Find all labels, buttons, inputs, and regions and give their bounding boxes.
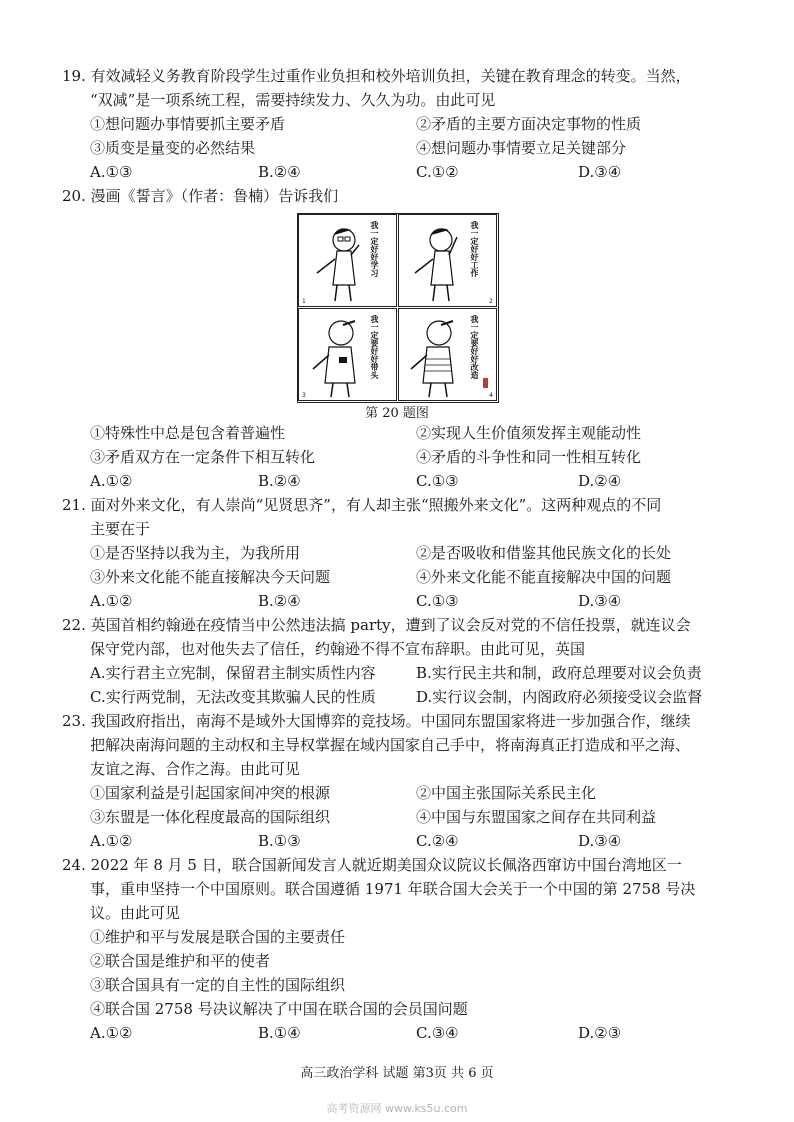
comic-panel-1-number: 1 [302, 298, 306, 305]
q23-option-4: ④中国与东盟国家之间存在共同利益 [416, 808, 657, 826]
q20-choice-c: C.①③ [416, 472, 459, 490]
q19-choice-a: A.①③ [90, 163, 133, 181]
comic-panel-2-number: 2 [489, 298, 493, 305]
q21-option-1: ①是否坚持以我为主，为我所用 [90, 544, 301, 562]
comic-panel-1-text: 我一定好好学习 [370, 221, 379, 277]
comic-panel-3-text: 我一定要好好带头 [370, 315, 379, 379]
q20-choice-a: A.①② [90, 472, 133, 490]
q21-option-2: ②是否吸收和借鉴其他民族文化的长处 [416, 544, 672, 562]
q19-option-4: ④想问题办事情要立足关键部分 [416, 139, 627, 157]
q24-option-2: ②联合国是维护和平的使者 [90, 952, 271, 970]
comic-panel-4-number: 4 [489, 392, 493, 399]
q21-choice-d: D.③④ [578, 592, 622, 610]
q21-stem-line2: 主要在于 [90, 520, 151, 538]
q21-option-3: ③外来文化能不能直接解决今天问题 [90, 568, 331, 586]
q23-option-3: ③东盟是一体化程度最高的国际组织 [90, 808, 331, 826]
q19-choice-b: B.②④ [258, 163, 301, 181]
q19-choice-c: C.①② [416, 163, 459, 181]
q22-option-c: C.实行两党制，无法改变其欺骗人民的性质 [90, 688, 376, 706]
q22-option-b: B.实行民主共和制，政府总理要对议会负责 [416, 664, 702, 682]
q22-option-d: D.实行议会制，内阁政府必须接受议会监督 [416, 688, 703, 706]
q20-figure-caption: 第 20 题图 [365, 406, 429, 421]
comic-panel-2-text: 我一定好好工作 [470, 221, 479, 277]
q24-choice-a: A.①② [90, 1024, 133, 1042]
q20-stem-line1: 20. 漫画《誓言》（作者：鲁楠）告诉我们 [62, 187, 339, 205]
comic-panel-4 [398, 308, 497, 401]
q20-option-3: ③矛盾双方在一定条件下相互转化 [90, 448, 316, 466]
q19-option-3: ③质变是量变的必然结果 [90, 139, 256, 157]
comic-figure-student-icon [299, 215, 397, 307]
q20-option-4: ④矛盾的斗争性和同一性相互转化 [416, 448, 642, 466]
q24-stem-line2: 事，重申坚持一个中国原则。联合国遵循 1971 年联合国大会关于一个中国的第 2758 号决 [90, 880, 696, 898]
watermark: 高考资源网 www.ks5u.com [326, 1102, 468, 1115]
q23-stem-line2: 把解决南海问题的主动权和主导权掌握在域内国家自己手中，将南海真正打造成和平之海、 [90, 736, 691, 754]
comic-panel-4-text: 我一定要好好改造 [470, 315, 479, 379]
comic-figure-worker-icon [399, 215, 497, 307]
q22-option-a: A.实行君主立宪制，保留君主制实质性内容 [90, 664, 376, 682]
comic-figure-official-icon [299, 309, 397, 401]
q20-choice-b: B.②④ [258, 472, 301, 490]
q19-choice-d: D.③④ [578, 163, 622, 181]
q21-stem-line1: 21. 面对外来文化，有人崇尚“见贤思齐”，有人却主张“照搬外来文化”。这两种观点的不同 [62, 496, 662, 514]
q23-choice-d: D.③④ [578, 832, 622, 850]
q24-option-4: ④联合国 2758 号决议解决了中国在联合国的会员国问题 [90, 1000, 468, 1018]
q24-choice-c: C.③④ [416, 1024, 459, 1042]
comic-panel-3 [298, 308, 397, 401]
q22-stem-line1: 22. 英国首相约翰逊在疫情当中公然违法搞 party，遭到了议会反对党的不信任投票，就连议会 [62, 616, 691, 634]
q21-option-4: ④外来文化能不能直接解决中国的问题 [416, 568, 672, 586]
artist-seal-icon [483, 378, 488, 388]
q23-choice-b: B.①③ [258, 832, 301, 850]
q19-stem-line2: “双减”是一项系统工程，需要持续发力、久久为功。由此可见 [90, 91, 496, 109]
q23-stem-line1: 23. 我国政府指出，南海不是域外大国博弈的竞技场。中国同东盟国家将进一步加强合作，继续 [62, 712, 691, 730]
q24-choice-b: B.①④ [258, 1024, 301, 1042]
page-footer: 高三政治学科 试题 第3页 共 6 页 [300, 1066, 494, 1081]
q21-choice-a: A.①② [90, 592, 133, 610]
q24-option-1: ①维护和平与发展是联合国的主要责任 [90, 928, 346, 946]
q24-choice-d: D.②③ [578, 1024, 622, 1042]
q20-option-2: ②实现人生价值须发挥主观能动性 [416, 424, 642, 442]
q24-stem-line3: 议。由此可见 [90, 904, 181, 922]
q19-stem-line1: 19. 有效减轻义务教育阶段学生过重作业负担和校外培训负担，关键在教育理念的转变。当然， [62, 67, 691, 85]
q20-option-1: ①特殊性中总是包含着普遍性 [90, 424, 286, 442]
comic-panel-1 [298, 214, 397, 307]
q22-stem-line2: 保守党内部，也对他失去了信任，约翰逊不得不宣布辞职。由此可见，英国 [90, 640, 586, 658]
q20-choice-d: D.②④ [578, 472, 622, 490]
comic-panel-2 [398, 214, 497, 307]
q19-option-2: ②矛盾的主要方面决定事物的性质 [416, 115, 642, 133]
comic-oath-figure [297, 213, 499, 403]
comic-panel-3-number: 3 [302, 392, 306, 399]
q19-option-1: ①想问题办事情要抓主要矛盾 [90, 115, 286, 133]
q23-option-2: ②中国主张国际关系民主化 [416, 784, 597, 802]
q23-choice-c: C.②④ [416, 832, 459, 850]
q21-choice-b: B.②④ [258, 592, 301, 610]
q24-option-3: ③联合国具有一定的自主性的国际组织 [90, 976, 346, 994]
q21-choice-c: C.①③ [416, 592, 459, 610]
q23-option-1: ①国家利益是引起国家间冲突的根源 [90, 784, 331, 802]
q23-stem-line3: 友谊之海、合作之海。由此可见 [90, 760, 301, 778]
q24-stem-line1: 24. 2022 年 8 月 5 日，联合国新闻发言人就近期美国众议院议长佩洛西窜访中国台湾地区一 [62, 856, 682, 874]
q23-choice-a: A.①② [90, 832, 133, 850]
